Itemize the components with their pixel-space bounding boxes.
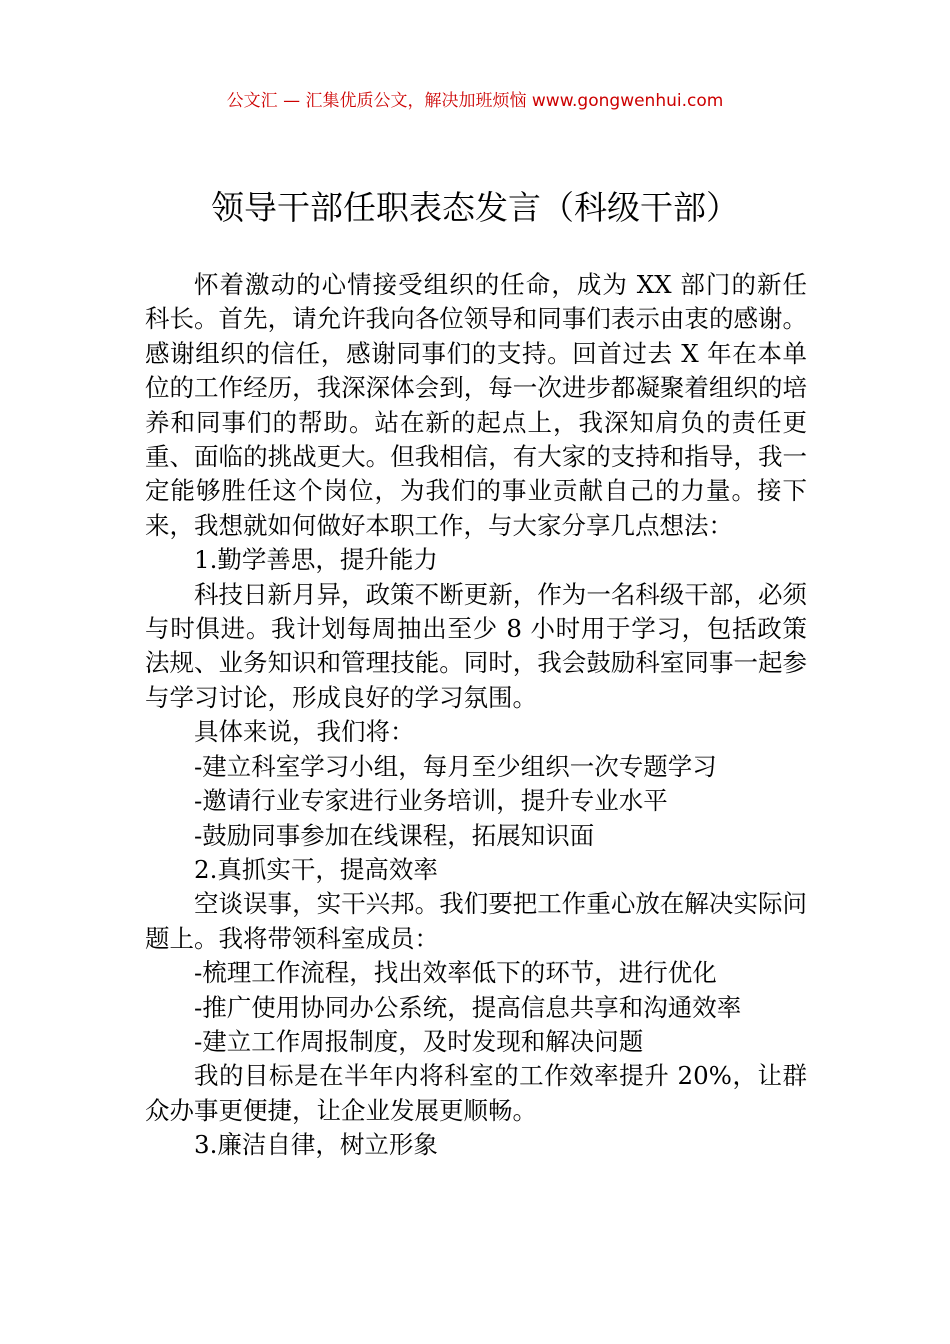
- watermark-header: 公文汇 — 汇集优质公文，解决加班烦恼 www.gongwenhui.com: [226, 91, 724, 111]
- section-heading-2: 2.真抓实干，提高效率: [194, 854, 438, 884]
- list-item: -推广使用协同办公系统，提高信息共享和沟通效率: [194, 992, 742, 1022]
- list-item: -建立科室学习小组，每月至少组织一次专题学习: [194, 751, 717, 781]
- list-item: -邀请行业专家进行业务培训，提升专业水平: [194, 786, 668, 816]
- section-1-lead: 具体来说，我们将：: [194, 717, 415, 747]
- document-title: 领导干部任职表态发言（科级干部）: [211, 188, 739, 227]
- list-item: -鼓励同事参加在线课程，拓展知识面: [194, 820, 595, 850]
- intro-paragraph: 怀着激动的心情接受组织的任命，成为 XX 部门的新任科长。首先，请允许我向各位领导和同事们表示由衷的感谢。感谢组织的信任，感谢同事们的支持。回首过去 X 年在本单位的工作经历，我深深体会到，每一次进步都凝聚着组织的培养和同事们的帮助。站在新的起点上，我深知肩负的责任更重、面临的挑战更大。但我相信，有大家的支持和指导，我一定能够胜任这个岗位，为我们的事业贡献自己的力量。接下来，我想就如何做好本职工作，与大家分享几点想法：: [145, 270, 807, 540]
- section-1-paragraph: 科技日新月异，政策不断更新，作为一名科级干部，必须与时俱进。我计划每周抽出至少 8 小时用于学习，包括政策法规、业务知识和管理技能。同时，我会鼓励科室同事一起参与学习讨论，形成良好的学习氛围。: [145, 579, 807, 712]
- list-item: -建立工作周报制度，及时发现和解决问题: [194, 1026, 644, 1056]
- list-item: -梳理工作流程，找出效率低下的环节，进行优化: [194, 958, 717, 988]
- section-2-paragraph: 空谈误事，实干兴邦。我们要把工作重心放在解决实际问题上。我将带领科室成员：: [145, 889, 807, 953]
- section-heading-3: 3.廉洁自律，树立形象: [194, 1130, 438, 1160]
- section-2-goal-paragraph: 我的目标是在半年内将科室的工作效率提升 20%，让群众办事更便捷，让企业发展更顺畅。: [145, 1061, 807, 1125]
- section-heading-1: 1.勤学善思，提升能力: [194, 545, 438, 575]
- document-body: [145, 268, 807, 1163]
